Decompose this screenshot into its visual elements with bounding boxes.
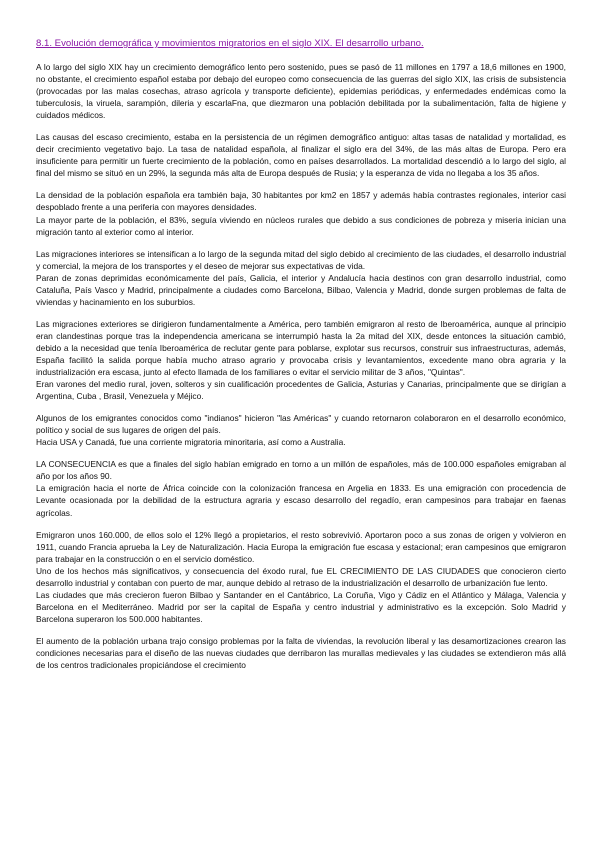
paragraph-line: La emigración hacia el norte de África coincide con la colonización francesa en Argelia en 1833. Es una emigración con procedencia de Levante ocasionada por la debilidad de la estructura agraria y escaso desarrollo del regadío, eran campesinos para trabajar en faenas agrícolas. xyxy=(36,483,566,518)
paragraph-line: El aumento de la población urbana trajo consigo problemas por la falta de viviendas, la revolución liberal y las desamortizaciones crearon las condiciones necesarias para el diseño de las nuevas ciudades que derribaron las murallas medievales y las ciudades se extendieron más allá de los centros tradicionales propiciándose el crecimiento xyxy=(36,635,566,671)
paragraph-line: Algunos de los emigrantes conocidos como "indianos" hicieron "las Américas" y cuando retornaron colaboraron en el desarrollo económico, político y social de sus lugares de origen del país. xyxy=(36,413,566,436)
paragraph-urban-problems xyxy=(36,635,566,671)
paragraph-consequence xyxy=(36,458,566,518)
paragraph-external-migration xyxy=(36,318,566,402)
paragraph-internal-migration xyxy=(36,248,566,308)
paragraph-demographic-growth xyxy=(36,61,566,121)
paragraph-line: Eran varones del medio rural, joven, solteros y sin cualificación procedentes de Galicia, Asturias y Canarias, principalmente que se dirigían a Argentina, Cuba , Brasil, Venezuela y Méjico. xyxy=(36,379,566,402)
paragraph-line: Las ciudades que más crecieron fueron Bilbao y Santander en el Cantábrico, La Coruña, Vigo y Cádiz en el Atlántico y Málaga, Valencia y Barcelona en el Mediterráneo. Madrid por ser la capital de España y centro industrial y administrativo es la excepción. Solo Madrid y Barcelona superaron los 500.000 habitantes. xyxy=(36,589,566,624)
paragraph-line: Emigraron unos 160.000, de ellos solo el 12% llegó a propietarios, el resto sobrevivió. Aportaron poco a sus zonas de origen y volvieron en 1911, cuando Francia aprueba la Ley de Naturalización. Hacia Europa la emigración fue escasa y estacional; eran campesinos que emigraron para trabajar en la construcción o en el servicio doméstico. xyxy=(36,529,566,564)
paragraph-line: Hacia USA y Canadá, fue una corriente migratoria minoritaria, así como a Australia. xyxy=(36,437,346,448)
paragraph-causes xyxy=(36,131,566,179)
paragraph-line: Paran de zonas deprimidas económicamente del país, Galicia, el interior y Andalucía hacia destinos con gran desarrollo industrial, como Cataluña, País Vasco y Madrid, principalmente a ciudades como Barcelona, Bilbao, Valencia y Madrid, donde surgen problemas de falta de viviendas y hacinamiento en los suburbios. xyxy=(36,272,566,307)
paragraph-line: A lo largo del siglo XIX hay un crecimiento demográfico lento pero sostenido, pues se pasó de 11 millones en 1797 a 18,6 millones en 1900, no obstante, el crecimiento español estaba por debajo del europeo como consecuencia de las guerras del siglo XIX, las crisis de subsistencia (provocadas por las malas cosechas, atraso agrícola y transporte deficiente), epidemias periódicas, y enfermedades endémicas como la tuberculosis, la viruela, sarampión, dileria y escarlaFna, que diezmaron una población debilitada por la subalimentación, falta de higiene y cuidados médicos. xyxy=(36,62,566,121)
paragraph-line: Las migraciones interiores se intensifican a lo largo de la segunda mitad del siglo debido al crecimiento de las ciudades, el desarrollo industrial y comercial, la mejora de los transportes y el deseo de mejorar sus expectativas de vida. xyxy=(36,248,566,271)
paragraph-indianos xyxy=(36,412,566,448)
paragraph-density xyxy=(36,189,566,237)
paragraph-line: Las causas del escaso crecimiento, estaba en la persistencia de un régimen demográfico antiguo: altas tasas de natalidad y mortalidad, es decir crecimiento vegetativo bajo. La tasa de natalidad española, al finalizar el siglo era del 34%, de las más altas de Europa. Pero era insuficiente para permitir un fuerte crecimiento de la población, como en países desarrollados. La mortalidad descendió a lo largo del siglo, al final del mismo se situó en un 29%, la segunda más alta de Europa después de Rusia; y la esperanza de vida no llegaba a los 35 años. xyxy=(36,132,566,179)
paragraph-line: Uno de los hechos más significativos, y consecuencia del éxodo rural, fue EL CRECIMIENTO DE LAS CIUDADES que conocieron cierto desarrollo industrial y contaban con puerto de mar, aunque debido al retraso de la industrialización el desarrollo de urbanización fue lento. xyxy=(36,565,566,588)
paragraph-line: Las migraciones exteriores se dirigieron fundamentalmente a América, pero también emigraron al resto de Iberoamérica, aunque al principio eran clandestinas porque tras la independencia americana se interrumpió hasta la 2a mitad del XIX, desde entonces la situación cambió, debido a la necesidad que tenía Iberoamérica de reclutar gente para poblarse, explotar sus recursos, construir sus infraestructuras, además, España facilitó la salida porque había mucho atraso agrario y provocaba crisis y levantamientos, excedente mano obra agraria y la industrialización era escasa, junto al efecto llamada de los familiares o evitar el servicio militar de 3 años, "Quintas". xyxy=(36,318,566,378)
paragraph-line: La mayor parte de la población, el 83%, seguía viviendo en núcleos rurales que debido a sus condiciones de pobreza y miseria inician una migración tanto al exterior como al interior. xyxy=(36,214,566,237)
paragraph-line: LA CONSECUENCIA es que a finales del siglo habían emigrado en torno a un millón de españoles, más de 100.000 españoles emigraban al año por los años 90. xyxy=(36,459,566,482)
document-title: 8.1. Evolución demográfica y movimientos migratorios en el siglo XIX. El desarrollo urbano. xyxy=(36,38,424,49)
paragraph-line: La densidad de la población española era también baja, 30 habitantes por km2 en 1857 y además había contrastes regionales, interior casi despoblado frente a una periferia con mayores densidades. xyxy=(36,190,566,213)
paragraph-urban-growth xyxy=(36,529,566,625)
